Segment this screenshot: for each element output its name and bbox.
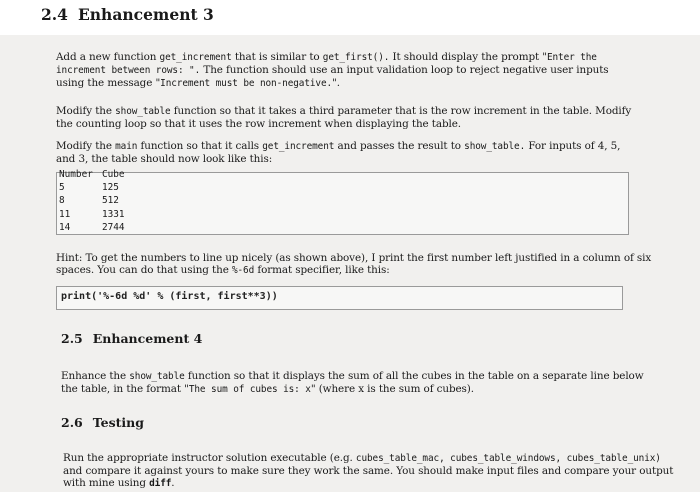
paragraph-testing: Run the appropriate instructor solution executable (e.g. cubes_table_mac, cubes_table_windows, cubes_table_unix) and compare it against yours to make sure they work the same. You should make input files and compare your output with mine using diff. [63, 452, 674, 490]
code-example: print('%-6d %d' % (first, first**3)) [61, 291, 278, 302]
table-output-box [56, 172, 629, 235]
section-heading-2-6: 2.6 Testing [61, 415, 144, 430]
section-heading-2-5: 2.5 Enhancement 4 [61, 331, 203, 346]
hint-paragraph: Hint: To get the numbers to line up nicely (as shown above), I print the first number left justified in a column of six spaces. You can do that using the %-6d format specifier, like this: [56, 252, 652, 277]
paragraph-enhance-show-table: Enhance the show_table function so that it displays the sum of all the cubes in the table on a separate line below the table, in the format "The sum of cubes is: x" (where x is the sum of cubes). [61, 370, 644, 396]
paragraph-modify-main: Modify the main function so that it calls get_increment and passes the result to show_table. For inputs of 4, 5, and 3, the table should now look like this: [56, 140, 621, 166]
document-page: 2.4 Enhancement 3 Add a new function get_increment that is similar to get_first(). It should display the prompt "Enter the increment between rows: ". The function should use an input validation loop to reject negative user inputs using the message "Increment must be non-negative.". Modify the show_table function so that it takes a third parameter that is the row increment in the table. Modify the counting loop so that it uses the row increment when displaying the table. Modify the main function so that it calls get_increment and passes the result to show_table. For inputs of 4, 5, and 3, the table should now look like this: Number Cube 5 125 8 512 11 1331 14 2744 Hint: To get the numbers to line up nicely (as shown above), I print the first number left justified in a column of six spaces. You can do that using the %-6d format specifier, like this: print('%-6d %d' % (first, first**3)) 2.5 Enhancement 4 Enhance the show_table function so that it displays the sum of all the cubes in the table on a separate line below the table, in the format "The sum of cubes is: x" (where x is the sum of cubes). 2.6 Testing Run the appropriate instructor solution executable (e.g. cubes_table_mac, cubes_table_windows, cubes_table_unix) and compare it against yours to make sure they work the same. You should make input files and compare your output with mine using diff. [0, 0, 700, 492]
section-heading-2-4: 2.4 Enhancement 3 [41, 5, 214, 24]
paragraph-new-function: Add a new function get_increment that is similar to get_first(). It should display the prompt "Enter the increment between rows: ". The function should use an input validation loop to reject negative user inputs using the message "Increment must be non-negative.". [56, 51, 609, 90]
paragraph-modify-show-table: Modify the show_table function so that it takes a third parameter that is the row increment in the table. Modify the counting loop so that it uses the row increment when displaying the table. [56, 105, 632, 131]
